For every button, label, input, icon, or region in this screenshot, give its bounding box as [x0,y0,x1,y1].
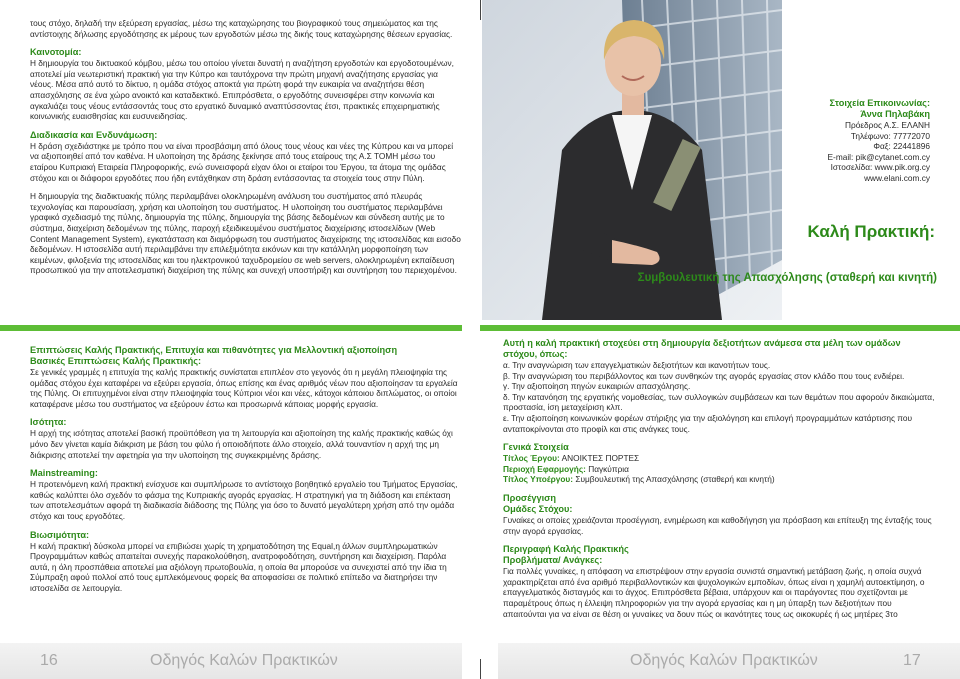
crop-mark [480,0,481,20]
process-paragraph: Η δράση σχεδιάστηκε με τρόπο που να είναι προσβάσιμη από όλους τους νέους και νέες της Κύπρου και να μπορεί να αξιοποιηθεί από τον καθένα. Η υλοποίηση της δράσης ξεκίνησε από τους εταίρους της Α.Σ ΤΟΜΗ μέσω του εταίρου Κυπριακή Εταιρεία Πληροφορικής, ενώ συνεισφορά είχαν όλοι οι εταίροι του Έργου, τα άτομα της ομάδας στόχου και οι διάφοροι εργοδότες που ήδη εντάχθηκαν στη δράση εντάσσοντας τα στοιχεία τους στην Πύλη. [30,140,454,183]
aim-item: γ. Την αξιοποίηση πηγών ευκαιριών απασχόλησης. [503,381,691,392]
mainstreaming-paragraph: Η προτεινόμενη καλή πρακτική ενίσχυσε και συμπλήρωσε το αντίστοιχο βοηθητικό εργαλείο του Τμήματος Εργασίας, καθώς καλύπτει όλο σχεδόν το φάσμα της Κυπριακής αγοράς εργασίας. Η στρατηγική για τη διάδοση και επέκταση των αποτελεσμάτων αφορά τη διαδικασία διάδοσης της Πύλης για όσο το δυνατό μεγαλύτερη χρήση από την ομάδα στόχο και τους εργοδότες. [30,479,458,521]
aim-item: δ. Την κατανόηση της εργατικής νομοθεσίας, των συλλογικών συμβάσεων και των θεμάτων που αφορούν δικαιώματα, προστασία, ίση μεταχείριση κλπ. [503,391,935,413]
aim-item: β. Την αναγνώριση του περιβάλλοντος και των συνθηκών της αγοράς εργασίας στον κλάδο που τους ενδιέρει. [503,370,905,381]
aims-heading: Αυτή η καλή πρακτική στοχεύει στη δημιουργία δεξιοτήτων ανάμεσα στα μέλη των ομάδων στόχου, όπως: [503,338,901,359]
project-value: ΑΝΟΙΚΤΕΣ ΠΟΡΤΕΣ [561,453,640,464]
aim-item: α. Την αναγνώριση των επαγγελματικών δεξιοτήτων και ικανοτήτων τους. [503,360,771,370]
mainstreaming-heading: Mainstreaming: [30,468,98,479]
contact-website-2[interactable]: www.elani.com.cy [864,172,930,183]
right-footer [498,643,960,679]
right-page-number: 17 [903,652,921,669]
contact-role: Πρόεδρος Α.Σ. ΕΛΑΝΗ [845,120,930,130]
contact-phone: Τηλέφωνο: 77772070 [850,130,930,141]
intro-paragraph: τους στόχο, δηλαδή την εξεύρεση εργασίας, μέσω της καταχώρησης του βιογραφικού τους σημειώματος και της αντίστοιχης δήλωσης εργοδότησης εκ μέρους των εργοδοτών μέσω της δικής τους καταχώρησης θέσεων εργασίας. [30,18,453,39]
approach-heading: Προσέγγιση [503,492,557,503]
tech-paragraph: Η δημιουργία της διαδικτυακής πύλης περιλαμβάνει ολοκληρωμένη ανάλυση του συστήματος από πλευράς τεχνολογίας και παρουσίαση, χρήση και υλοποίηση του συστήματος. Η υλοποίηση του συστήματος περιλαμβάνει γραφικό σχεδιασμό της πύλης, δημιουργία της πύλης, δημιουργία της βάσης δεδομένων και σύνδεση αυτής με το σύστημα, διαχείριση δεδομένων της πύλης, παροχή εξειδικευμένου συστήματος διαχείρισης ιστοσελίδων (Web Content Management System), εγκατάσταση και διαμόρφωση του συστήματος διαχείρισης της ιστοσελίδας και εισοδο δεδομένων. Η ιστοσελίδα αυτή περιλαμβάνει την επιλεξιμότητα εικόνων και την κατάλληλη μορφοποίηση των κειμένων, φιλοξενία της ιστοσελίδας και του ηλεκτρονικού ταχυδρομείου σε web servers, ολοκληρωμένη εκπαίδευση προσωπικού για την αποτελεσματική διαχείριση της πύλης και συνεχή υποστήριξη και συντήρηση του περιεχομένου. [30,191,461,276]
left-page-number: 16 [40,652,58,669]
contact-block [776,98,930,184]
project-label: Τίτλος Έργου: [503,453,560,464]
equality-heading: Ισότητα: [30,417,67,428]
description-heading: Περιγραφή Καλής Πρακτικής [503,544,629,555]
subproject-label: Τίτλος Υποέργου: [503,474,574,485]
practice-name-heading: Συμβουλευτική της Απασχόλησης (σταθερή και κινητή) [637,272,937,284]
region-label: Περιοχή Εφαρμογής: [503,463,586,474]
aim-item: ε. Την αξιοποίηση κοινωνικών φορέων στήριξης για την αξιολόγηση και επιλογή προγραμμάτων κατάρτισης που ανταποκρίνονται στο προφίλ και στις ανάγκες τους. [503,412,913,434]
left-footer-title: Οδηγός Καλών Πρακτικών [150,652,338,669]
sustainability-heading: Βιωσιμότητα: [30,529,90,540]
impact-paragraph: Σε γενικές γραμμές η επιτυχία της καλής πρακτικής συνίσταται επιπλέον στο γεγονός ότι η μεγάλη πλειοψηφία της ομάδας στόχου έχει καταφέρει να εξεύρει εργασία, όπως επίσης και ένας αριθμός νέων που αξιοποίησαν τα εργαλεία της Πύλης. Οι επιτυχημένοι είναι στην πλειοψηφία τους Κύπριοι νέοι και νέες, κάτοχοι κάποιου διπλώματος, οι οποίοι καταφέρανε μέσω του συστήματος να εξεύρουν έστω και προσωρινά κάποιας μορφής εργασία. [30,367,458,409]
impact-subheading: Βασικές Επιπτώσεις Καλής Πρακτικής: [30,356,202,366]
subproject-row [503,474,935,485]
contact-fax: Φαξ: 22441896 [873,141,930,152]
region-row [503,464,935,475]
project-row [503,453,935,464]
innovation-heading: Καινοτομία: [30,47,82,58]
contact-website[interactable]: Ιστοσελίδα: www.pik.org.cy [830,162,930,173]
region-value: Παγκύπρια [588,463,629,474]
target-paragraph: Γυναίκες οι οποίες χρειάζονται προσέγγιση, ενημέρωση και καθοδήγηση για πρόσβαση και επίτευξη της ένταξής τους στην αγορά εργασίας. [503,514,932,536]
left-page-lower [30,345,462,600]
process-heading: Διαδικασία και Ενδυνάμωση: [30,129,158,140]
impact-heading: Επιπτώσεις Καλής Πρακτικής, Επιτυχία και πιθανότητες για Μελλοντική αξιοποίηση [30,345,398,355]
contact-heading: Στοιχεία Επικοινωνίας: [829,98,930,108]
subproject-value: Συμβουλευτική της Απασχόλησης (σταθερή και κινητή) [575,474,775,485]
right-footer-title: Οδηγός Καλών Πρακτικών [630,652,818,669]
right-divider-rule [480,325,960,331]
crop-mark [480,659,481,679]
sustainability-paragraph: Η καλή πρακτική δύσκολα μπορεί να επιβιώσει χωρίς τη χρηματοδότηση της Equal,η άλλων συμπληρωματικών Προγραμμάτων καθώς απαιτείται συνεχής παρακολούθηση, ανατροφοδότηση, συντήρηση και διαχείριση. Παρόλα αυτά, η όλη προσπάθεια αποτελεί μια αξιόλογη πρωτοβουλία, η οποία θα μπορούσε να συνεχιστεί από την ίδια τη Σύμπραξη αφού πολλοί από τους εμπλεκόμενους φορείς θα αποφασίσει σε πολιτικό επίπεδο να διατηρήσει την ιστοσελίδα σε λειτουργία. [30,540,447,593]
left-page [30,18,462,282]
good-practice-heading: Καλή Πρακτική: [807,222,935,241]
problems-heading: Προβλήματα/ Ανάγκες: [503,555,603,566]
left-footer [0,643,462,679]
right-page-lower [503,338,935,625]
contact-email[interactable]: E-mail: pik@cytanet.com.cy [827,151,930,162]
problems-paragraph: Για πολλές γυναίκες, η απόφαση να επιστρέψουν στην εργασία συνιστά σημαντική μετάβαση ζωής, η οποία συχνά χαρακτηρίζεται από ένα αριθμό περιβαλλοντικών και ψυχολογικών εμποδίων, όπως είναι η χαμηλή αυτοεκτίμηση, ο επαγγελματικός δισταγμός και το άγχος. Επιπρόσθετα βέβαια, υπάρχουν και οι παράγοντες που σχετίζονται με παραμέτρους όπως η έλλειψη πληροφοριών για την αγορά εργασίας και η μη ύπαρξη των δεξιοτήτων που απαιτούνται για να είναι σε θέση οι γυναίκες να δουν πώς οι ικανότητες τους ως οικοκυρές ή ως μητέρες 3το [503,566,925,619]
contact-name: Άννα Πηλαβάκη [860,109,930,119]
innovation-paragraph: Η δημιουργία του δικτυακού κόμβου, μέσω του οποίου γίνεται δυνατή η αναζήτηση εργοδοτών και εργοδοτουμένων, αποτελεί μία νεωτεριστική πρακτική για την Κύπρο και ταυτόχρονα την πρώτη μηχανή αναζήτησης εργασίας για νέους. Μέσα από αυτό το δίκτυο, η ομάδα στόχος αποκτά για πρώτη φορά την ευκαιρία να αναζητήσει θέση απασχόλησης σε ένα χώρο ανοικτό και καταδεκτικό. Επιπρόσθετα, ο εργοδότης συνεισφέρει στην κοινωνία και αγκαλιάζει τους νέους εντάσσοντάς τους στο εργατικό δυναμικό αναπτύσσοντας έτσι, πρακτικές επιχειρηματικής κοινωνικής ευαισθησίας και ευσυνειδησίας. [30,58,454,122]
target-heading: Ομάδες Στόχου: [503,503,573,514]
left-divider-rule [0,325,462,331]
equality-paragraph: Η αρχή της ισότητας αποτελεί βασική προϋπόθεση για τη λειτουργία και αξιοποίηση της καλής πρακτικής καθώς όχι μόνο δεν γίνεται καμία διάκριση με βάση του φύλο ή οποιοδήποτε άλλο στοιχείο, αλλά τουναντίον η αρχή της μη διάκρισης αποτελεί την αφετηρία για την υλοποίηση της συγκεκριμένης δράσης. [30,428,453,460]
general-heading: Γενικά Στοιχεία [503,442,569,453]
